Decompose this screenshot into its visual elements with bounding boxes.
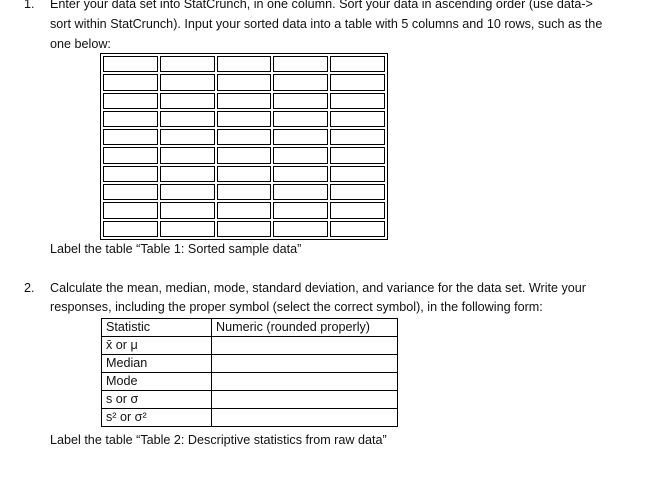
item-1-number: 1. bbox=[24, 0, 35, 11]
table-1-label: Label the table “Table 1: Sorted sample data” bbox=[50, 242, 302, 256]
table-cell[interactable] bbox=[103, 111, 158, 127]
table-cell[interactable] bbox=[160, 184, 215, 200]
stat-cell: Median bbox=[102, 355, 212, 373]
item-2-line: responses, including the proper symbol (select the correct symbol), in the following form: bbox=[50, 300, 543, 314]
table-cell[interactable] bbox=[217, 93, 272, 109]
table-cell[interactable] bbox=[160, 166, 215, 182]
value-cell[interactable] bbox=[212, 391, 398, 409]
table-row bbox=[102, 355, 398, 373]
value-cell[interactable] bbox=[212, 337, 398, 355]
table-cell[interactable] bbox=[103, 202, 158, 218]
table-cell[interactable] bbox=[103, 93, 158, 109]
table-cell[interactable] bbox=[217, 147, 272, 163]
table-cell[interactable] bbox=[273, 56, 328, 72]
table-cell[interactable] bbox=[160, 111, 215, 127]
table-cell[interactable] bbox=[330, 129, 385, 145]
table-row bbox=[102, 391, 398, 409]
item-2-number: 2. bbox=[24, 281, 35, 295]
table-cell[interactable] bbox=[330, 111, 385, 127]
table-cell[interactable] bbox=[103, 147, 158, 163]
item-1-line: one below: bbox=[50, 37, 111, 51]
value-cell[interactable] bbox=[212, 355, 398, 373]
item-1-line: Enter your data set into StatCrunch, in one column. Sort your data in ascending order (use data-> bbox=[50, 0, 593, 11]
table-cell[interactable] bbox=[160, 74, 215, 90]
table-cell[interactable] bbox=[217, 56, 272, 72]
table-cell[interactable] bbox=[103, 74, 158, 90]
table-cell[interactable] bbox=[330, 202, 385, 218]
table-cell[interactable] bbox=[330, 74, 385, 90]
table-cell[interactable] bbox=[273, 184, 328, 200]
item-2-line: Calculate the mean, median, mode, standard deviation, and variance for the data set. Write your bbox=[50, 281, 587, 295]
table-cell[interactable] bbox=[103, 56, 158, 72]
table-cell[interactable] bbox=[103, 166, 158, 182]
stat-cell: s or σ bbox=[102, 391, 212, 409]
table-2-label: Label the table “Table 2: Descriptive statistics from raw data” bbox=[50, 433, 387, 447]
table-cell[interactable] bbox=[160, 147, 215, 163]
table-cell[interactable] bbox=[217, 129, 272, 145]
table-cell[interactable] bbox=[330, 93, 385, 109]
sorted-data-table bbox=[100, 53, 388, 240]
header-numeric: Numeric (rounded properly) bbox=[212, 319, 398, 337]
table-cell[interactable] bbox=[217, 166, 272, 182]
table-cell[interactable] bbox=[217, 184, 272, 200]
table-cell[interactable] bbox=[103, 184, 158, 200]
table-cell[interactable] bbox=[330, 147, 385, 163]
item-1-line: sort within StatCrunch). Input your sorted data into a table with 5 columns and 10 rows, such as the bbox=[50, 17, 603, 31]
table-cell[interactable] bbox=[160, 129, 215, 145]
table-cell[interactable] bbox=[160, 202, 215, 218]
table-cell[interactable] bbox=[103, 221, 158, 237]
table-cell[interactable] bbox=[330, 166, 385, 182]
table-cell[interactable] bbox=[160, 56, 215, 72]
stat-cell: s² or σ² bbox=[102, 409, 212, 427]
table-cell[interactable] bbox=[273, 221, 328, 237]
table-cell[interactable] bbox=[273, 129, 328, 145]
stat-cell: Mode bbox=[102, 373, 212, 391]
header-statistic: Statistic bbox=[102, 319, 212, 337]
table-cell[interactable] bbox=[273, 166, 328, 182]
table-row bbox=[102, 337, 398, 355]
table-cell[interactable] bbox=[217, 111, 272, 127]
table-cell[interactable] bbox=[217, 221, 272, 237]
table-cell[interactable] bbox=[330, 221, 385, 237]
value-cell[interactable] bbox=[212, 373, 398, 391]
table-cell[interactable] bbox=[217, 74, 272, 90]
table-cell[interactable] bbox=[273, 111, 328, 127]
table-cell[interactable] bbox=[160, 221, 215, 237]
table-cell[interactable] bbox=[273, 74, 328, 90]
table-cell[interactable] bbox=[217, 202, 272, 218]
table-cell[interactable] bbox=[273, 93, 328, 109]
table-row bbox=[102, 409, 398, 427]
descriptive-stats-table bbox=[101, 318, 398, 427]
table-cell[interactable] bbox=[273, 147, 328, 163]
stat-cell: x̄ or μ bbox=[102, 337, 212, 355]
table-row bbox=[102, 373, 398, 391]
table-cell[interactable] bbox=[330, 56, 385, 72]
table-cell[interactable] bbox=[330, 184, 385, 200]
value-cell[interactable] bbox=[212, 409, 398, 427]
table-cell[interactable] bbox=[273, 202, 328, 218]
table-header-row bbox=[102, 319, 398, 337]
table-cell[interactable] bbox=[103, 129, 158, 145]
table-cell[interactable] bbox=[160, 93, 215, 109]
